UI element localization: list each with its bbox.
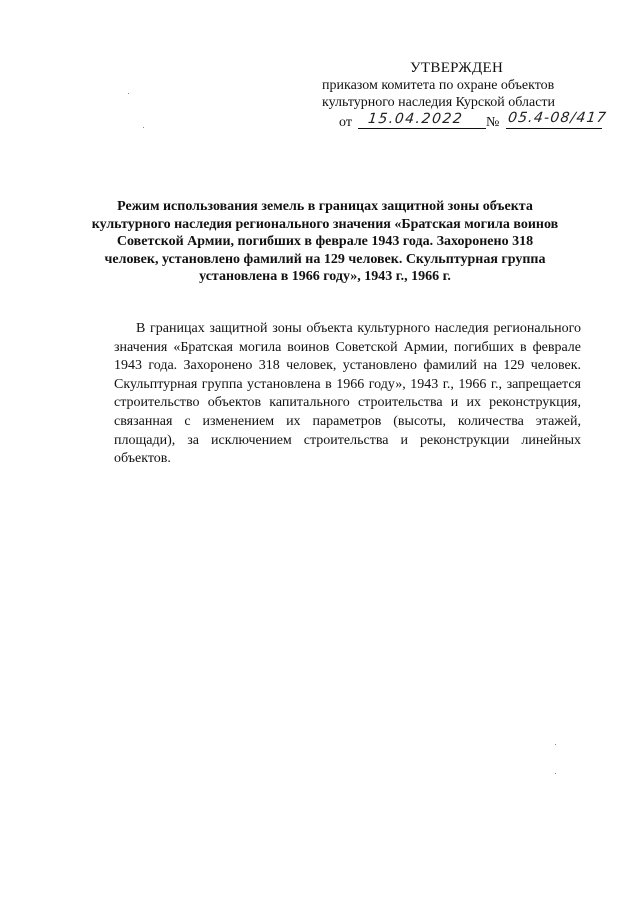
number-underline [506,128,602,129]
approval-date-number-row [322,112,622,134]
date-underline [358,128,486,129]
document-body-paragraph: В границах защитной зоны объекта культурного наследия регионального значения «Братская могила воинов Советской Армии, погибших в феврале 1943 года. Захоронено 318 человек, установлено фамилий на 129 человек. Скульптурная группа установлена в 1966 году», 1943 г., 1966 г., запрещается строительство объектов капитального строительства и их реконструкция, связанная с изменением их параметров (высоты, количества этажей, площади), за исключением строительства и реконструкции линейных объектов. [114,321,581,467]
handwritten-date: 15.04.2022 [367,111,465,127]
number-prefix: № [486,115,500,130]
approval-order-line-2: культурного наследия Курской области [322,95,556,110]
document-title: Режим использования земель в границах защитной зоны объекта культурного наследия регионального значения «Братская могила воинов Советской Армии, погибших в феврале 1943 года. Захоронено 318 человек, установлено фамилий на 129 человек. Скульптурная группа установлена в 1966 году», 1943 г., 1966 г. [91,199,559,284]
scan-speck [555,744,556,745]
scan-speck [128,93,129,94]
date-prefix: от [339,115,352,130]
approval-order-line-1: приказом комитета по охране объектов [322,78,555,93]
handwritten-number: 05.4-08/417 [506,110,608,126]
scan-speck [555,773,556,774]
scan-speck [143,127,144,128]
approval-stamp [322,60,622,134]
approval-heading: УТВЕРЖДЕН [410,60,504,76]
